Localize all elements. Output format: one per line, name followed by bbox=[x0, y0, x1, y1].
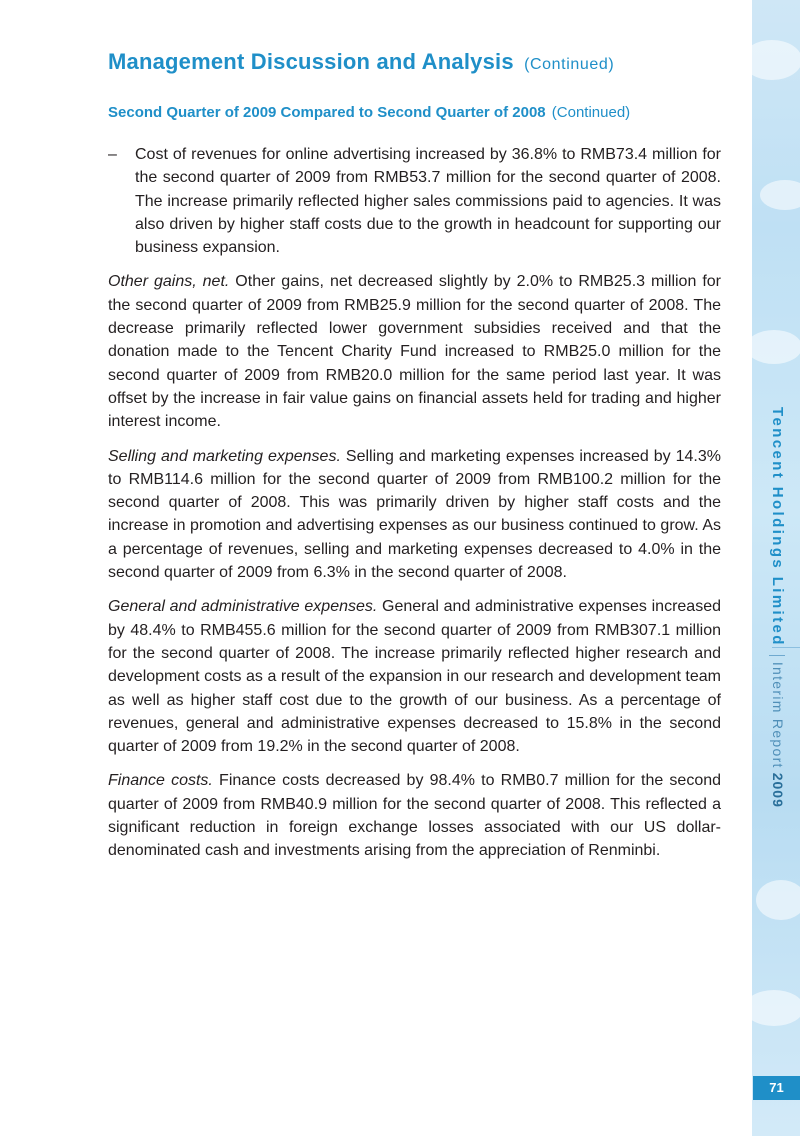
paragraph-general-admin bbox=[108, 595, 721, 758]
cloud-decoration bbox=[752, 40, 800, 80]
paragraph-text: Selling and marketing expenses increased by 14.3% to RMB114.6 million for the second quarter of 2009 from RMB100.2 million for the second quarter of 2008. This was primarily driven by higher staff costs and the increase in promotion and advertising expenses as our business continued to grow. As a percentage of revenues, selling and marketing expenses decreased to 4.0% in the second quarter of 2009 from 6.3% in the second quarter of 2008. bbox=[108, 447, 721, 582]
paragraph-text: Other gains, net decreased slightly by 2.0% to RMB25.3 million for the second quarter of 2009 from RMB25.9 million for the second quarter of 2008. The decrease primarily reflected lower government subsidies received and that the donation made to the Tencent Charity Fund increased to RMB25.0 million for the second quarter of 2009 from RMB20.0 million for the same period last year. It was offset by the increase in fair value gains on financial assets held for trading and higher interest income. bbox=[108, 273, 721, 431]
dash-bullet-icon: – bbox=[108, 146, 117, 163]
bullet-text: Cost of revenues for online advertising increased by 36.8% to RMB73.4 million for the second quarter of 2009 from RMB53.7 million for the second quarter of 2008. The increase primarily reflected higher sales commissions paid to agencies. It was also driven by higher staff costs due to the growth in headcount for supporting our business expansion. bbox=[135, 146, 721, 257]
cloud-decoration bbox=[756, 880, 800, 920]
page-number: 71 bbox=[753, 1076, 800, 1100]
body-text bbox=[108, 143, 721, 874]
paragraph-text: Finance costs decreased by 98.4% to RMB0.7 million for the second quarter of 2009 from RMB40.9 million for the second quarter of 2008. This reflected a significant reduction in foreign exchange losses associated with our US dollar-denominated cash and investments arising from the appreciation of Renminbi. bbox=[108, 772, 722, 860]
company-name: Tencent Holdings Limited bbox=[769, 407, 786, 647]
sidebar-title-inner bbox=[769, 407, 786, 808]
page-title bbox=[108, 49, 614, 75]
section-heading bbox=[108, 104, 630, 121]
cloud-decoration bbox=[752, 990, 800, 1026]
cloud-decoration bbox=[760, 180, 800, 210]
paragraph-heading: Selling and marketing expenses. bbox=[108, 447, 341, 465]
paragraph-heading: General and administrative expenses. bbox=[108, 598, 378, 616]
paragraph-text: General and administrative expenses increased by 48.4% to RMB455.6 million for the second quarter of 2009 from RMB307.1 million for the second quarter of 2008. The increase primarily reflected higher research and development costs as a result of the expansion in our research and development team as well as higher staff cost due to the growth of our business. As a percentage of revenues, general and administrative expenses decreased to 15.8% in the second quarter of 2009 from 19.2% in the second quarter of 2008. bbox=[108, 598, 721, 756]
section-heading-text: Second Quarter of 2009 Compared to Second Quarter of 2008 bbox=[108, 104, 546, 121]
sidebar-title bbox=[752, 407, 800, 807]
paragraph-selling-marketing bbox=[108, 445, 721, 585]
title-separator bbox=[769, 655, 785, 656]
report-name: Interim Report bbox=[770, 661, 786, 769]
page-title-continued: (Continued) bbox=[524, 56, 615, 73]
paragraph-heading: Finance costs. bbox=[108, 772, 213, 790]
report-year: 2009 bbox=[770, 772, 786, 808]
bullet-item bbox=[108, 143, 721, 259]
cloud-decoration bbox=[752, 330, 800, 364]
paragraph-finance-costs bbox=[108, 769, 721, 862]
page-title-text: Management Discussion and Analysis bbox=[108, 49, 514, 74]
section-heading-continued: (Continued) bbox=[551, 104, 631, 121]
paragraph-heading: Other gains, net. bbox=[108, 273, 230, 291]
paragraph-other-gains bbox=[108, 270, 721, 433]
